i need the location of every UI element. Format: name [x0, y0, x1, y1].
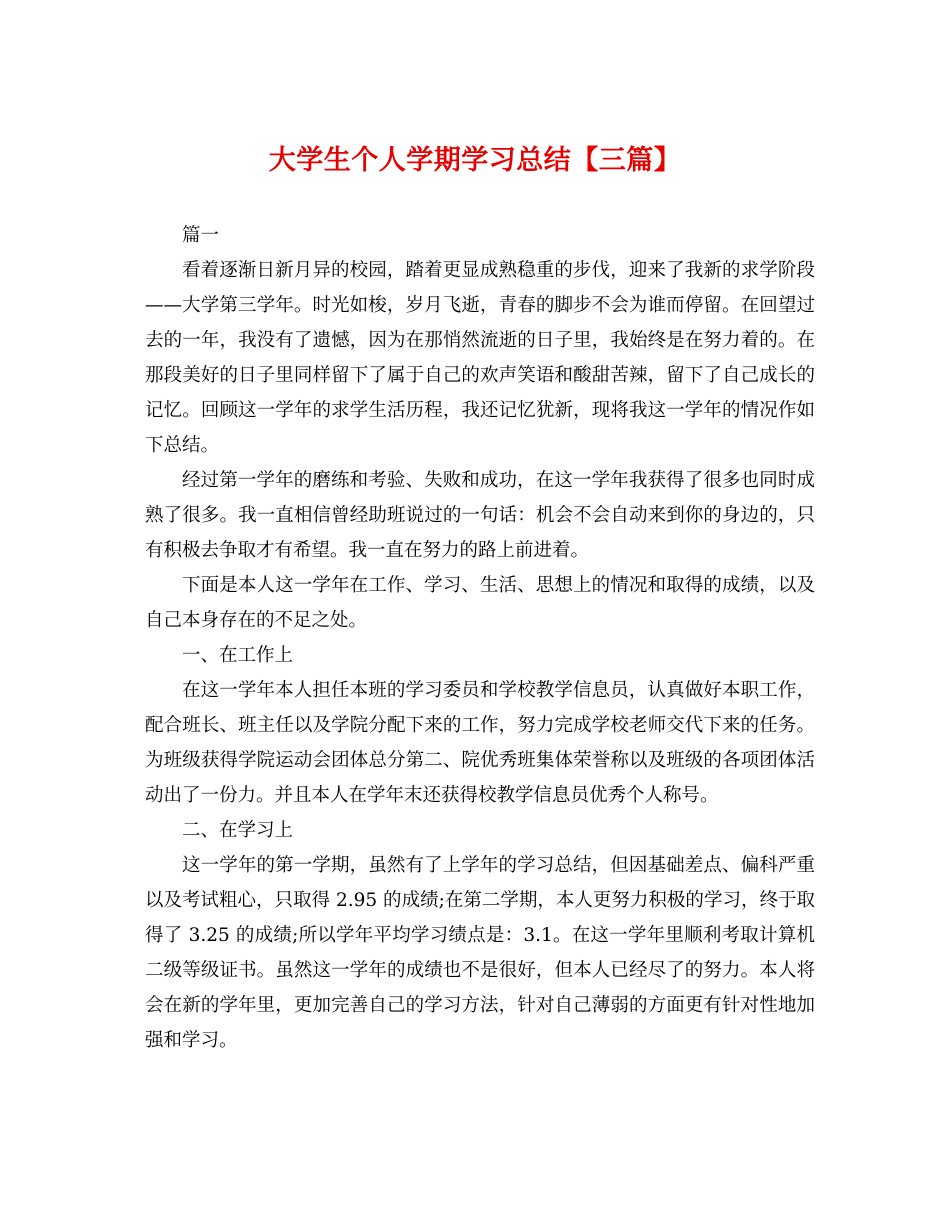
paragraph-work: 在这一学年本人担任本班的学习委员和学校教学信息员，认真做好本职工作，配合班长、班主任以及学院分配下来的工作，努力完成学校老师交代下来的任务。为班级获得学院运动会团体总分第二、院优秀班集体荣誉称以及班级的各项团体活动出了一份力。并且本人在学年末还获得校教学信息员优秀个人称号。 — [145, 680, 815, 806]
paragraph-intro: 看着逐渐日新月异的校园，踏着更显成熟稳重的步伐，迎来了我新的求学阶段——大学第三学年。时光如梭，岁月飞逝，青春的脚步不会为谁而停留。在回望过去的一年，我没有了遗憾，因为在那悄然流逝的日子里，我始终是在努力着的。在那段美好的日子里同样留下了属于自己的欢声笑语和酸甜苦辣，留下了自己成长的记忆。回顾这一学年的求学生活历程，我还记忆犹新，现将我这一学年的情况作如下总结。 — [145, 260, 815, 456]
section-heading-study: 二、在学习上 — [182, 820, 294, 841]
section-heading-part-one: 篇一 — [182, 225, 220, 246]
document-title: 大学生个人学期学习总结【三篇】 — [268, 145, 682, 176]
paragraph-study: 这一学年的第一学期，虽然有了上学年的学习总结，但因基础差点、偏科严重以及考试粗心，只取得 2.95 的成绩;在第二学期，本人更努力积极的学习，终于取得了 3.25 的成绩;所以学年平均学习绩点是：3.1。在这一学年里顺利考取计算机二级等级证书。虽然这一学年的成绩也不是很好，但本人已经尽了的努力。本人将会在新的学年里，更加完善自己的学习方法，针对自己薄弱的方面更有针对性地加强和学习。 — [145, 855, 815, 1051]
paragraph-overview: 下面是本人这一学年在工作、学习、生活、思想上的情况和取得的成绩，以及自己本身存在的不足之处。 — [145, 575, 815, 631]
document-body — [145, 218, 815, 1058]
section-heading-work: 一、在工作上 — [182, 645, 294, 666]
paragraph-experience: 经过第一学年的磨练和考验、失败和成功，在这一学年我获得了很多也同时成熟了很多。我一直相信曾经助班说过的一句话：机会不会自动来到你的身边的，只有积极去争取才有希望。我一直在努力的路上前进着。 — [145, 470, 815, 561]
